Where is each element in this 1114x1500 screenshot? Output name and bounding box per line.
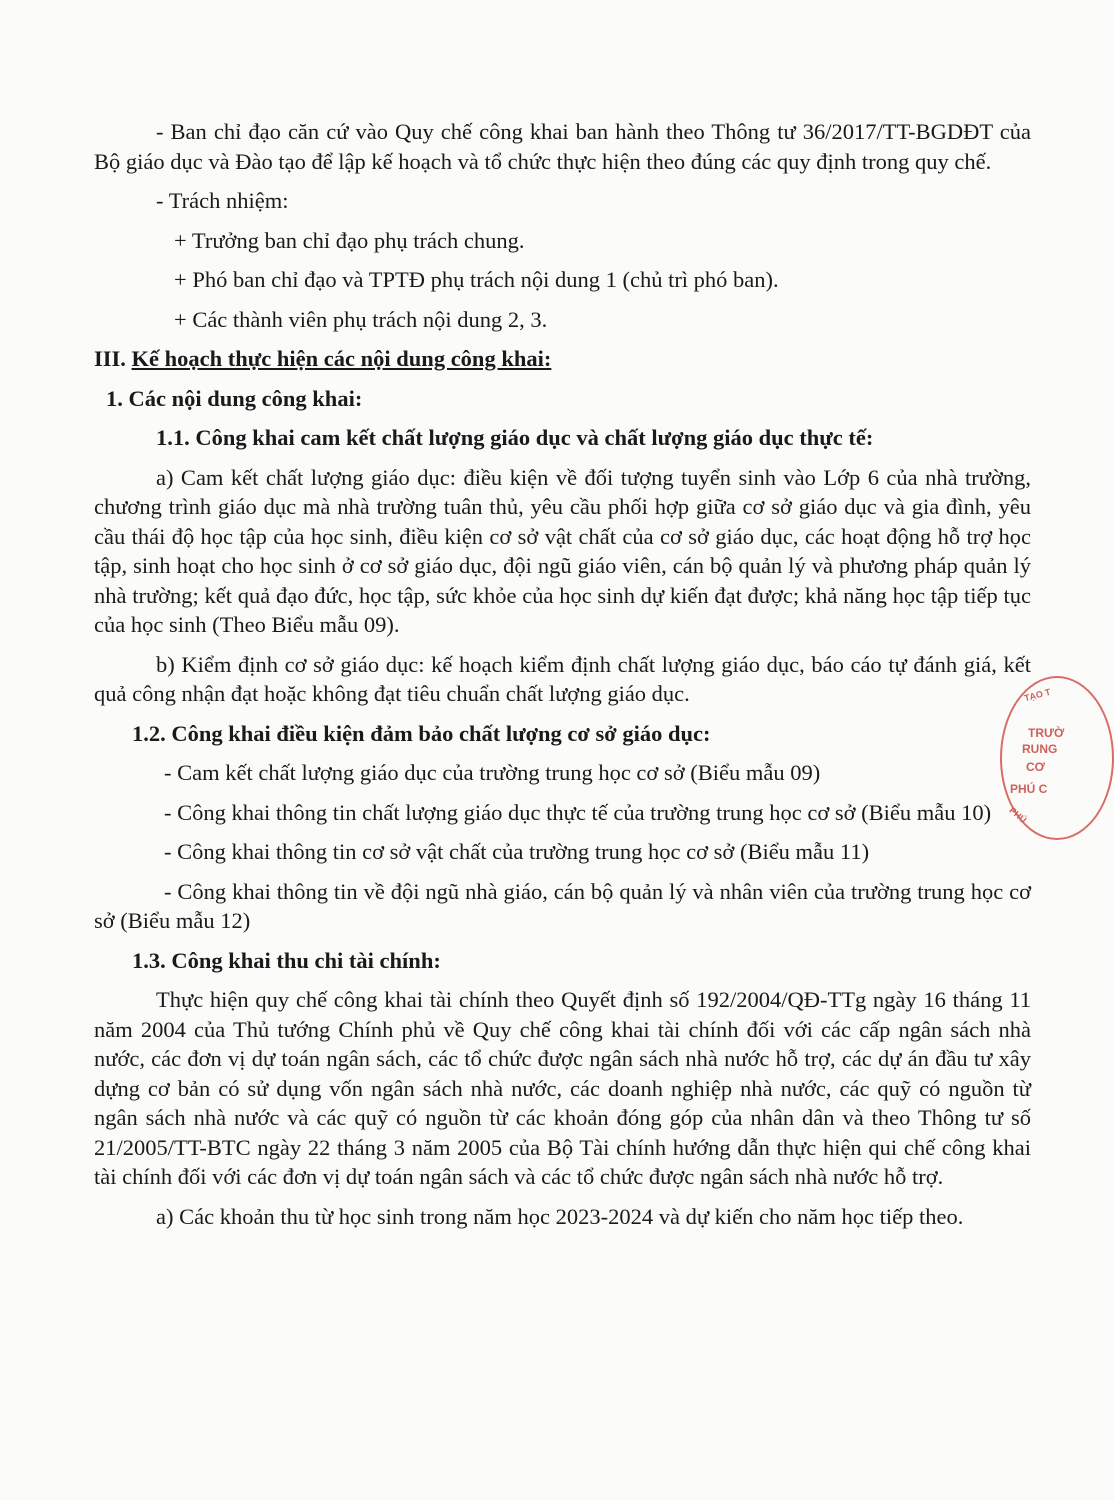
list-item: - Công khai thông tin chất lượng giáo dục thực tế của trường trung học cơ sở (Biểu mẫu 10) xyxy=(164,799,992,825)
heading-1-1: 1.1. Công khai cam kết chất lượng giáo dục và chất lượng giáo dục thực tế: xyxy=(156,425,874,450)
stamp-text: PHÚ xyxy=(1007,805,1029,826)
list-item: - Công khai thông tin cơ sở vật chất của trường trung học cơ sở (Biểu mẫu 11) xyxy=(164,839,870,864)
heading-1-3: 1.3. Công khai thu chi tài chính: xyxy=(132,947,441,973)
heading-1-2: 1.2. Công khai điều kiện đảm bảo chất lượng cơ sở giáo dục: xyxy=(132,720,711,746)
paragraph-a-revenue: a) Các khoản thu từ học sinh trong năm học 2023-2024 và dự kiến cho năm học tiếp theo. xyxy=(156,1203,964,1229)
paragraph-b-accreditation: b) Kiểm định cơ sở giáo dục: kế hoạch kiểm định chất lượng giáo dục, báo cáo tự đánh giá, kết quả công nhận đạt hoặc không đạt tiêu chuẩn chất lượng giáo dục. xyxy=(94,651,1031,706)
paragraph-responsibility: - Trách nhiệm: xyxy=(156,188,289,213)
list-item: - Công khai thông tin về đội ngũ nhà giáo, cán bộ quản lý và nhân viên của trường trung học cơ sở (Biểu mẫu 12) xyxy=(94,878,1031,933)
paragraph-finance: Thực hiện quy chế công khai tài chính theo Quyết định số 192/2004/QĐ-TTg ngày 16 tháng 11 năm 2004 của Thủ tướng Chính phủ về Quy chế công khai tài chính đối với các cấp ngân sách nhà nước, các đơn vị dự toán ngân sách, các tổ chức được ngân sách nhà nước hỗ trợ, các dự án đầu tư xây dựng cơ bản có sử dụng vốn ngân sách nhà nước, các doanh nghiệp nhà nước, các quỹ có nguồn từ ngân sách nhà nước và các quỹ có nguồn từ các khoản đóng góp của nhân dân và theo Thông tư số 21/2005/TT-BTC ngày 22 tháng 3 năm 2005 của Bộ Tài chính hướng dẫn thực hiện qui chế công khai tài chính đối với các đơn vị dự toán ngân sách và các tổ chức được ngân sách nhà nước hỗ trợ. xyxy=(94,987,1031,1189)
list-item: + Các thành viên phụ trách nội dung 2, 3. xyxy=(174,306,548,332)
stamp-text: CƠ xyxy=(1026,760,1045,774)
paragraph-steering-committee: - Ban chỉ đạo căn cứ vào Quy chế công khai ban hành theo Thông tư 36/2017/TT-BGDĐT của Bộ giáo dục và Đào tạo để lập kế hoạch và tổ chức thực hiện theo đúng các quy định trong quy chế. xyxy=(94,119,1031,174)
section-number: III. xyxy=(94,346,132,371)
section-title: Kế hoạch thực hiện các nội dung công khai: xyxy=(131,346,552,371)
list-item: - Cam kết chất lượng giáo dục của trường trung học cơ sở (Biểu mẫu 09) xyxy=(164,760,821,785)
stamp-text: RUNG xyxy=(1022,742,1058,756)
stamp-text: TRƯỜ xyxy=(1028,726,1065,740)
paragraph-a-commitment: a) Cam kết chất lượng giáo dục: điều kiện về đối tượng tuyển sinh vào Lớp 6 của nhà trường, chương trình giáo dục mà nhà trường tuân thủ, yêu cầu phối hợp giữa cơ sở giáo dục và gia đình, yêu cầu thái độ học tập của học sinh, điều kiện cơ sở vật chất của cơ sở giáo dục, các hoạt động hỗ trợ học tập, sinh hoạt cho học sinh ở cơ sở giáo dục, đội ngũ giáo viên, cán bộ quản lý và phương pháp quản lý nhà trường; kết quả đạo đức, học tập, sức khỏe của học sinh dự kiến đạt được; khả năng học tập tiếp tục của học sinh (Theo Biểu mẫu 09). xyxy=(94,464,1031,637)
list-item: + Trưởng ban chỉ đạo phụ trách chung. xyxy=(174,227,525,253)
heading-1: 1. Các nội dung công khai: xyxy=(106,385,363,411)
stamp-text: PHÚ C xyxy=(1010,782,1048,796)
stamp-text: TẠO T xyxy=(1023,686,1052,704)
document-page xyxy=(94,117,1031,1231)
list-item: + Phó ban chỉ đạo và TPTĐ phụ trách nội dung 1 (chủ trì phó ban). xyxy=(174,267,779,292)
section-heading-iii xyxy=(94,344,1031,374)
red-stamp-seal xyxy=(1000,676,1114,840)
